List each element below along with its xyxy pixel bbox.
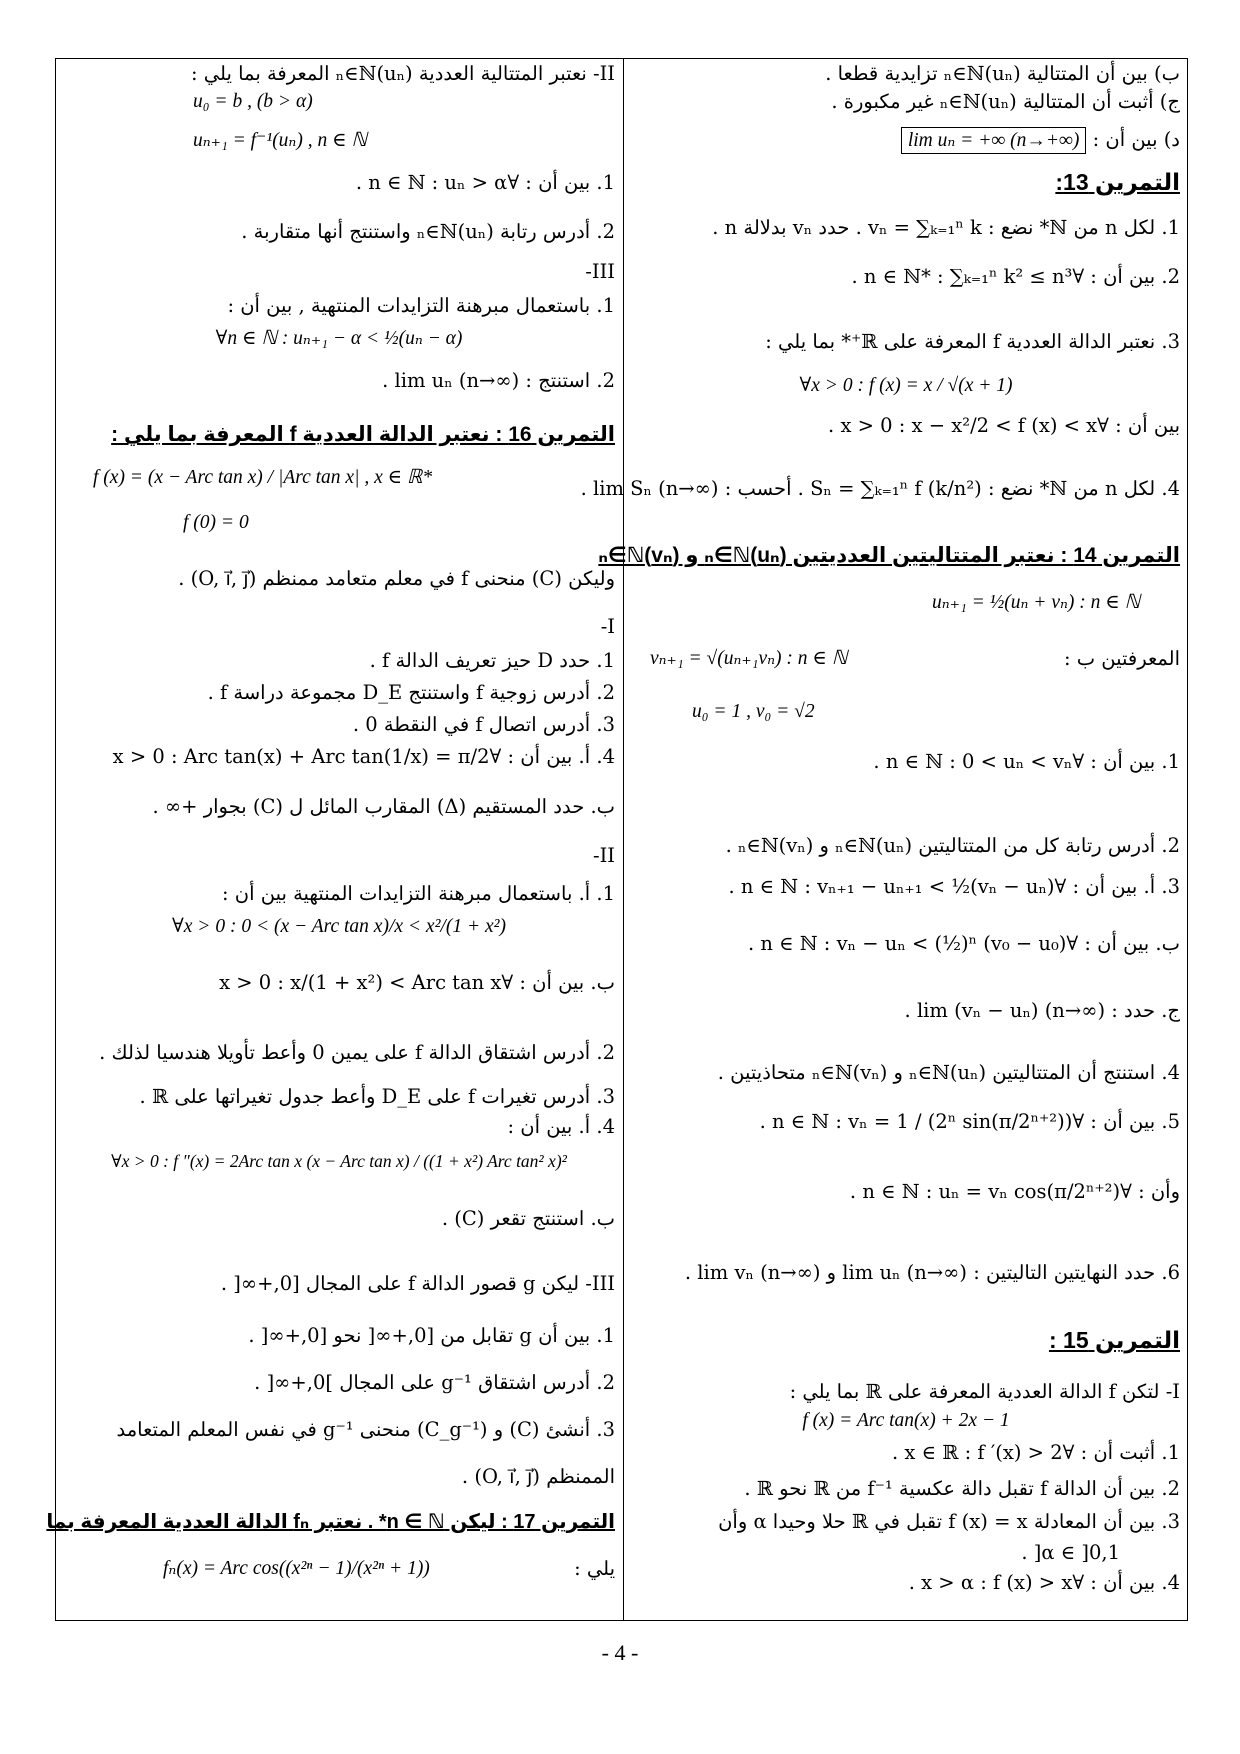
formula bbox=[632, 373, 1180, 398]
line: 4. أ. بين أن : bbox=[507, 1114, 615, 1138]
line-text: يلي : bbox=[574, 1557, 615, 1581]
formula-text: vₙ₊₁ = √(uₙ₊₁vₙ) : n ∈ ℕ bbox=[650, 648, 848, 670]
line: 2. أدرس رتابة (uₙ)ₙ∈ℕ واستنتج أنها متقاربة . bbox=[241, 220, 615, 244]
formula bbox=[63, 465, 615, 490]
line: ب. بين أن : ∀x > 0 : x/(1 + x²) < Arc tan x bbox=[219, 970, 615, 994]
formula-text: fₙ(x) = Arc cos((x²ⁿ − 1)/(x²ⁿ + 1)) bbox=[163, 1558, 430, 1580]
line-text: المعرفتين ب : bbox=[1063, 647, 1180, 671]
line: وأن : ∀n ∈ ℕ : uₙ = vₙ cos(π/2ⁿ⁺²) . bbox=[849, 1180, 1180, 1204]
line: 1. أثبت أن : ∀x ∈ ℝ : f ′(x) > 2 . bbox=[892, 1440, 1180, 1464]
formula bbox=[63, 326, 615, 351]
page-number: - 4 - bbox=[601, 1640, 639, 1665]
line: 4. بين أن : ∀x > α : f (x) > x . bbox=[908, 1571, 1180, 1595]
line bbox=[632, 128, 1180, 153]
line: II- bbox=[593, 844, 615, 868]
formula-text: uₙ₊₁ = ½(uₙ + vₙ) : n ∈ ℕ bbox=[932, 592, 1141, 614]
formula bbox=[632, 699, 1180, 724]
line: 6. حدد النهايتين التاليتين : lim uₙ (n→∞) و lim vₙ (n→∞) . bbox=[684, 1260, 1180, 1284]
formula-text: f (x) = (x − Arc tan x) / |Arc tan x| , x ∈ ℝ* bbox=[93, 467, 433, 489]
line: 2. أدرس اشتقاق الدالة f على يمين 0 وأعط تأويلا هندسيا لذلك . bbox=[99, 1040, 615, 1064]
formula-text: u₀ = 1 , v₀ = √2 bbox=[692, 700, 815, 722]
line: الممنظم (O, i⃗, j⃗) . bbox=[461, 1465, 615, 1489]
line: 4. استنتج أن المتتاليتين (uₙ)ₙ∈ℕ و (vₙ)ₙ∈ℕ متحاذيتين . bbox=[717, 1061, 1180, 1085]
line: ب. بين أن : ∀n ∈ ℕ : vₙ − uₙ < (½)ⁿ (v₀ − u₀) . bbox=[747, 931, 1180, 955]
line: I- لتكن f الدالة العددية المعرفة على ℝ بما يلي : bbox=[789, 1379, 1180, 1403]
line: 2. أدرس زوجية f واستنتج D_E مجموعة دراسة f . bbox=[207, 681, 615, 705]
line: II- نعتبر المتتالية العددية (uₙ)ₙ∈ℕ المعرفة بما يلي : bbox=[191, 62, 615, 85]
line bbox=[63, 1557, 615, 1581]
line: 1. حدد D حيز تعريف الدالة f . bbox=[369, 649, 615, 673]
line: 2. استنتج : lim uₙ (n→∞) . bbox=[382, 368, 615, 392]
formula-text: uₙ₊₁ = f⁻¹(uₙ) , n ∈ ℕ bbox=[193, 130, 368, 152]
exercise-14-heading: التمرين 14 : نعتبر المتتاليتين العدديتين (uₙ)ₙ∈ℕ و (vₙ)ₙ∈ℕ bbox=[598, 544, 1180, 567]
line: ج. حدد : lim (vₙ − uₙ) (n→∞) . bbox=[904, 999, 1180, 1023]
line: ب) بين أن المتتالية (uₙ)ₙ∈ℕ تزايدية قطعا . bbox=[825, 62, 1180, 85]
line: 4. أ. بين أن : ∀x > 0 : Arc tan(x) + Arc tan(1/x) = π/2 bbox=[112, 745, 615, 769]
line: ب. استنتج تقعر (C) . bbox=[441, 1206, 615, 1230]
exercise-13-heading: التمرين 13: bbox=[1055, 168, 1180, 195]
exercise-16-heading: التمرين 16 : نعتبر الدالة العددية f المعرفة بما يلي : bbox=[111, 423, 615, 447]
formula bbox=[63, 1149, 615, 1174]
formula bbox=[63, 89, 615, 114]
formula bbox=[63, 510, 615, 535]
formula-text: ∀x > 0 : f (x) = x / √(x + 1) bbox=[799, 375, 1013, 397]
exercise-17-heading: التمرين 17 : ليكن n ∈ ℕ* . نعتبر fₙ الدالة العددية المعرفة بما bbox=[46, 1511, 615, 1534]
line: 2. أدرس اشتقاق g⁻¹ على المجال ]0,+∞[ . bbox=[254, 1371, 615, 1395]
formula bbox=[63, 128, 615, 153]
formula-text: f (x) = Arc tan(x) + 2x − 1 bbox=[802, 1409, 1010, 1431]
exercise-15-heading: التمرين 15 : bbox=[1048, 1327, 1180, 1354]
line: 1. بين أن : ∀n ∈ ℕ : 0 < uₙ < vₙ . bbox=[873, 750, 1180, 774]
limit-box: lim uₙ = +∞ (n→+∞) bbox=[901, 127, 1087, 154]
formula bbox=[632, 1408, 1180, 1433]
formula-text: ∀x > 0 : f ″(x) = 2Arc tan x (x − Arc tan x) / ((1 + x²) Arc tan² x)² bbox=[111, 1151, 567, 1172]
line: 3. بين أن المعادلة f (x) = x تقبل في ℝ حلا وحيدا α وأن bbox=[718, 1510, 1180, 1533]
line: 1. أ. باستعمال مبرهنة التزايدات المنتهية بين أن : bbox=[222, 881, 615, 905]
line: III- ليكن g قصور الدالة f على المجال [0,+∞[ . bbox=[220, 1271, 615, 1295]
formula-text: u₀ = b , (b > α) bbox=[193, 90, 313, 112]
line: 1. باستعمال مبرهنة التزايدات المنتهية , بين أن : bbox=[227, 294, 615, 318]
line: α ∈ ]0,1[ . bbox=[1021, 1540, 1120, 1564]
line: 1. بين أن : ∀n ∈ ℕ : uₙ > α . bbox=[355, 170, 615, 194]
line: 3. أنشئ (C) و (C_g⁻¹) منحنى g⁻¹ في نفس المعلم المتعامد bbox=[116, 1418, 615, 1442]
line: 3. أدرس اتصال f في النقطة 0 . bbox=[352, 713, 615, 737]
formula-text: ∀x > 0 : 0 < (x − Arc tan x)/x < x²/(1 + x²) bbox=[172, 915, 506, 937]
line: 4. لكل n من ℕ* نضع : Sₙ = ∑ₖ₌₁ⁿ f (k/n²) . أحسب : lim Sₙ (n→∞) . bbox=[580, 476, 1180, 500]
line bbox=[632, 647, 1180, 671]
line: 1. بين أن g تقابل من [0,+∞[ نحو [0,+∞[ . bbox=[248, 1323, 615, 1347]
formula-text: f (0) = 0 bbox=[183, 512, 249, 534]
line: 2. بين أن الدالة f تقبل دالة عكسية f⁻¹ من ℝ نحو ℝ . bbox=[744, 1476, 1180, 1500]
formula bbox=[632, 590, 1180, 615]
line: ج) أثبت أن المتتالية (uₙ)ₙ∈ℕ غير مكبورة . bbox=[831, 89, 1180, 113]
line: 5. بين أن : ∀n ∈ ℕ : vₙ = 1 / (2ⁿ sin(π/2ⁿ⁺²)) . bbox=[759, 1110, 1180, 1134]
line: 3. أ. بين أن : ∀n ∈ ℕ : vₙ₊₁ − uₙ₊₁ < ½(vₙ − uₙ) . bbox=[728, 874, 1180, 898]
line: بين أن : ∀x > 0 : x − x²/2 < f (x) < x . bbox=[828, 414, 1180, 438]
formula bbox=[63, 914, 615, 939]
line-text: د) بين أن : bbox=[1086, 128, 1180, 152]
line: I- bbox=[600, 614, 615, 638]
line: 3. أدرس تغيرات f على D_E وأعط جدول تغيراتها على ℝ . bbox=[139, 1085, 615, 1109]
line: 2. أدرس رتابة كل من المتتاليتين (uₙ)ₙ∈ℕ و (vₙ)ₙ∈ℕ . bbox=[725, 833, 1180, 857]
line: III- bbox=[585, 259, 615, 283]
line: 2. بين أن : ∀n ∈ ℕ* : ∑ₖ₌₁ⁿ k² ≤ n³ . bbox=[851, 264, 1180, 288]
line: 3. نعتبر الدالة العددية f المعرفة على ℝ⁺* بما يلي : bbox=[765, 329, 1180, 353]
line: ب. حدد المستقيم (Δ) المقارب المائل ل (C) بجوار +∞ . bbox=[152, 794, 615, 818]
line: 1. لكل n من ℕ* نضع : vₙ = ∑ₖ₌₁ⁿ k . حدد vₙ بدلالة n . bbox=[712, 215, 1180, 239]
line: وليكن (C) منحنى f في معلم متعامد ممنظم (O, i⃗, j⃗) . bbox=[178, 567, 615, 591]
column-divider bbox=[623, 58, 624, 1621]
formula-text: ∀n ∈ ℕ : uₙ₊₁ − α < ½(uₙ − α) bbox=[215, 328, 463, 350]
